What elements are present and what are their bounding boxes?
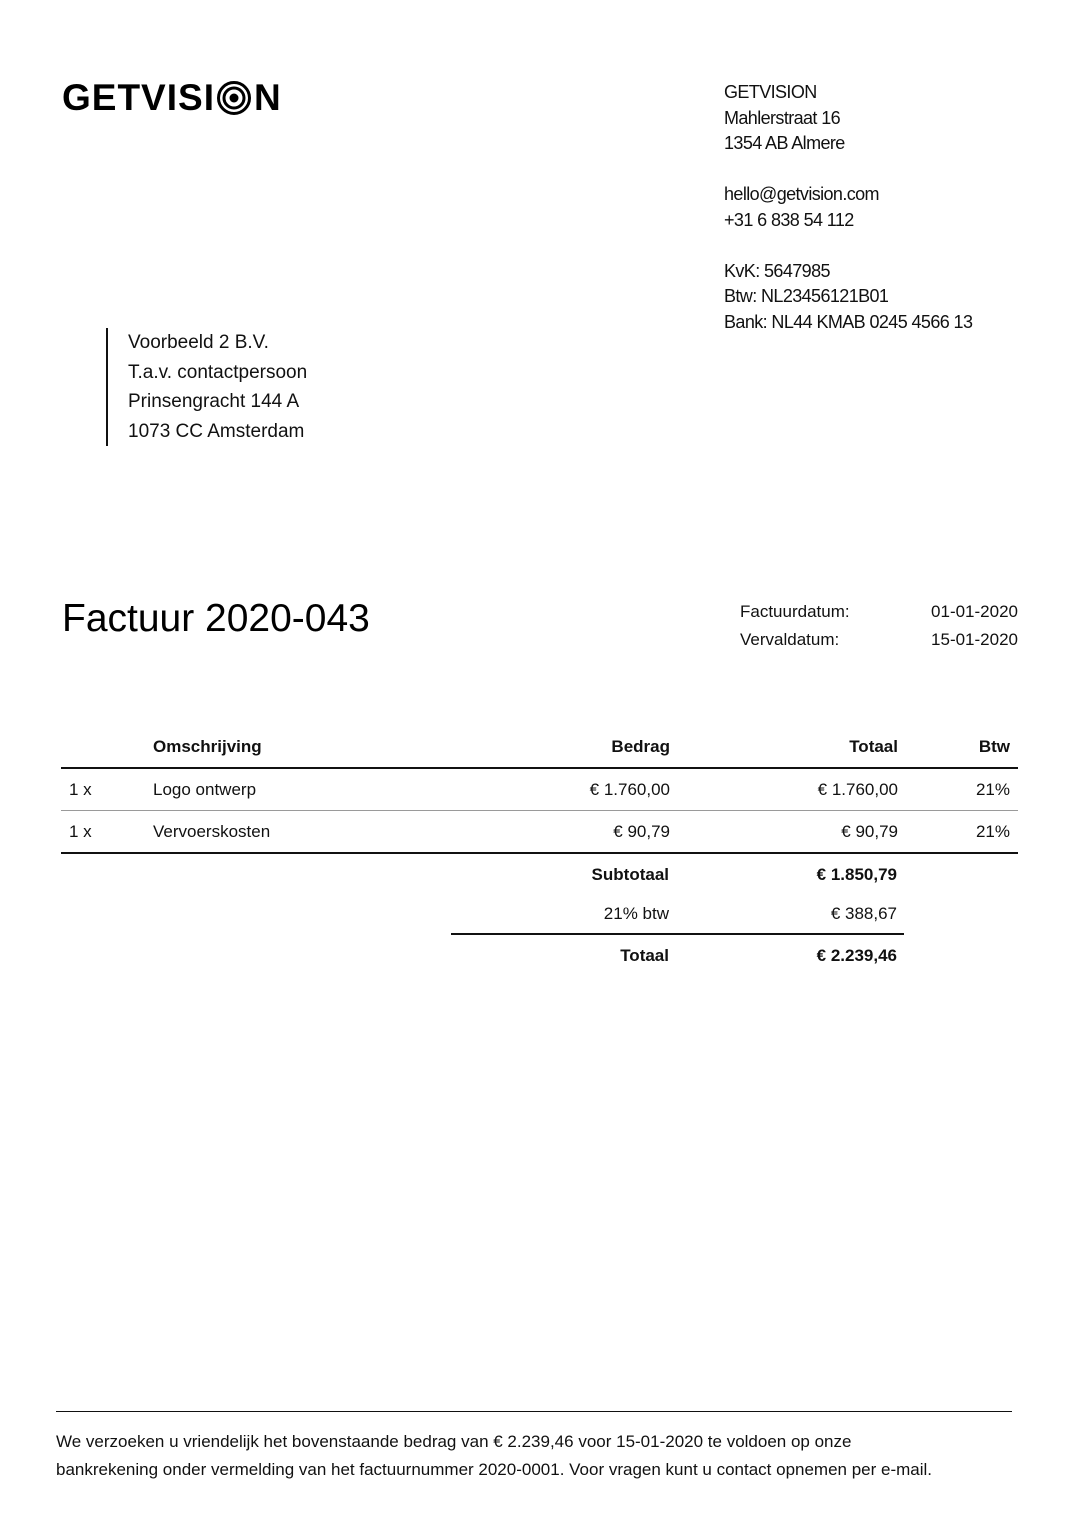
vat-label: 21% btw (603, 903, 669, 923)
row-amount: € 90,79 (613, 821, 670, 841)
table-row (61, 811, 1018, 854)
grand-total-value: € 2.239,46 (816, 946, 897, 965)
row-description: Vervoerskosten (153, 821, 271, 841)
vat-value: € 388,67 (830, 903, 897, 923)
header-description: Omschrijving (153, 737, 262, 756)
recipient-city: 1073 CC Amsterdam (128, 420, 305, 442)
sender-btw: Btw: NL23456121B01 (724, 286, 889, 306)
row-qty: 1 x (69, 821, 92, 841)
line-items-table (61, 727, 1018, 854)
table-row (61, 769, 1018, 811)
subtotal-row (451, 855, 904, 894)
row-amount: € 1.760,00 (589, 779, 670, 799)
due-date-row (740, 626, 1018, 654)
recipient-company: Voorbeeld 2 B.V. (128, 332, 269, 353)
invoice-date-label: Factuurdatum: (740, 602, 850, 621)
subtotal-value: € 1.850,79 (816, 864, 897, 884)
table-header (61, 727, 1018, 769)
logo-text-start: GETVISI (62, 77, 215, 118)
sender-kvk: KvK: 5647985 (724, 260, 830, 281)
row-description: Logo ontwerp (153, 779, 257, 799)
sender-address (724, 80, 972, 335)
sender-name: GETVISION (724, 82, 817, 102)
vat-row (451, 894, 904, 935)
sender-bank: Bank: NL44 KMAB 0245 4566 13 (724, 311, 973, 332)
invoice-date-row (740, 598, 1018, 626)
payment-note (56, 1428, 1016, 1484)
recipient-attn: T.a.v. contactpersoon (128, 361, 308, 383)
target-icon (217, 81, 251, 115)
due-date-value: 15-01-2020 (931, 630, 1018, 649)
grand-total-row (451, 935, 904, 977)
row-qty: 1 x (69, 779, 92, 799)
header-total: Totaal (849, 737, 898, 756)
header-amount: Bedrag (611, 737, 670, 756)
sender-city: 1354 AB Almere (724, 133, 845, 153)
company-logo (62, 78, 282, 118)
sender-phone: +31 6 838 54 112 (724, 209, 854, 230)
row-vat: 21% (975, 821, 1010, 841)
totals-block (451, 855, 904, 977)
row-total: € 1.760,00 (817, 779, 898, 799)
due-date-label: Vervaldatum: (740, 630, 840, 649)
sender-email: hello@getvision.com (724, 184, 879, 204)
row-total: € 90,79 (841, 821, 898, 841)
subtotal-label: Subtotaal (591, 864, 669, 884)
recipient-address (106, 328, 307, 446)
recipient-street: Prinsengracht 144 A (128, 391, 300, 412)
grand-total-label: Totaal (620, 946, 669, 965)
row-vat: 21% (975, 779, 1010, 799)
payment-note-line-2: bankrekening onder vermelding van het factuurnummer 2020-0001. Voor vragen kunt u contact opnemen per e-mail. (56, 1460, 933, 1479)
invoice-dates (740, 598, 1018, 654)
sender-street: Mahlerstraat 16 (724, 107, 841, 128)
invoice-title: Factuur 2020-043 (62, 597, 370, 640)
invoice-date-value: 01-01-2020 (931, 602, 1018, 621)
logo-text-end: N (253, 77, 282, 118)
payment-note-line-1: We verzoeken u vriendelijk het bovenstaande bedrag van € 2.239,46 voor 15-01-2020 te voldoen op onze (56, 1432, 852, 1451)
footer-divider (56, 1411, 1012, 1412)
header-vat: Btw (978, 737, 1010, 756)
